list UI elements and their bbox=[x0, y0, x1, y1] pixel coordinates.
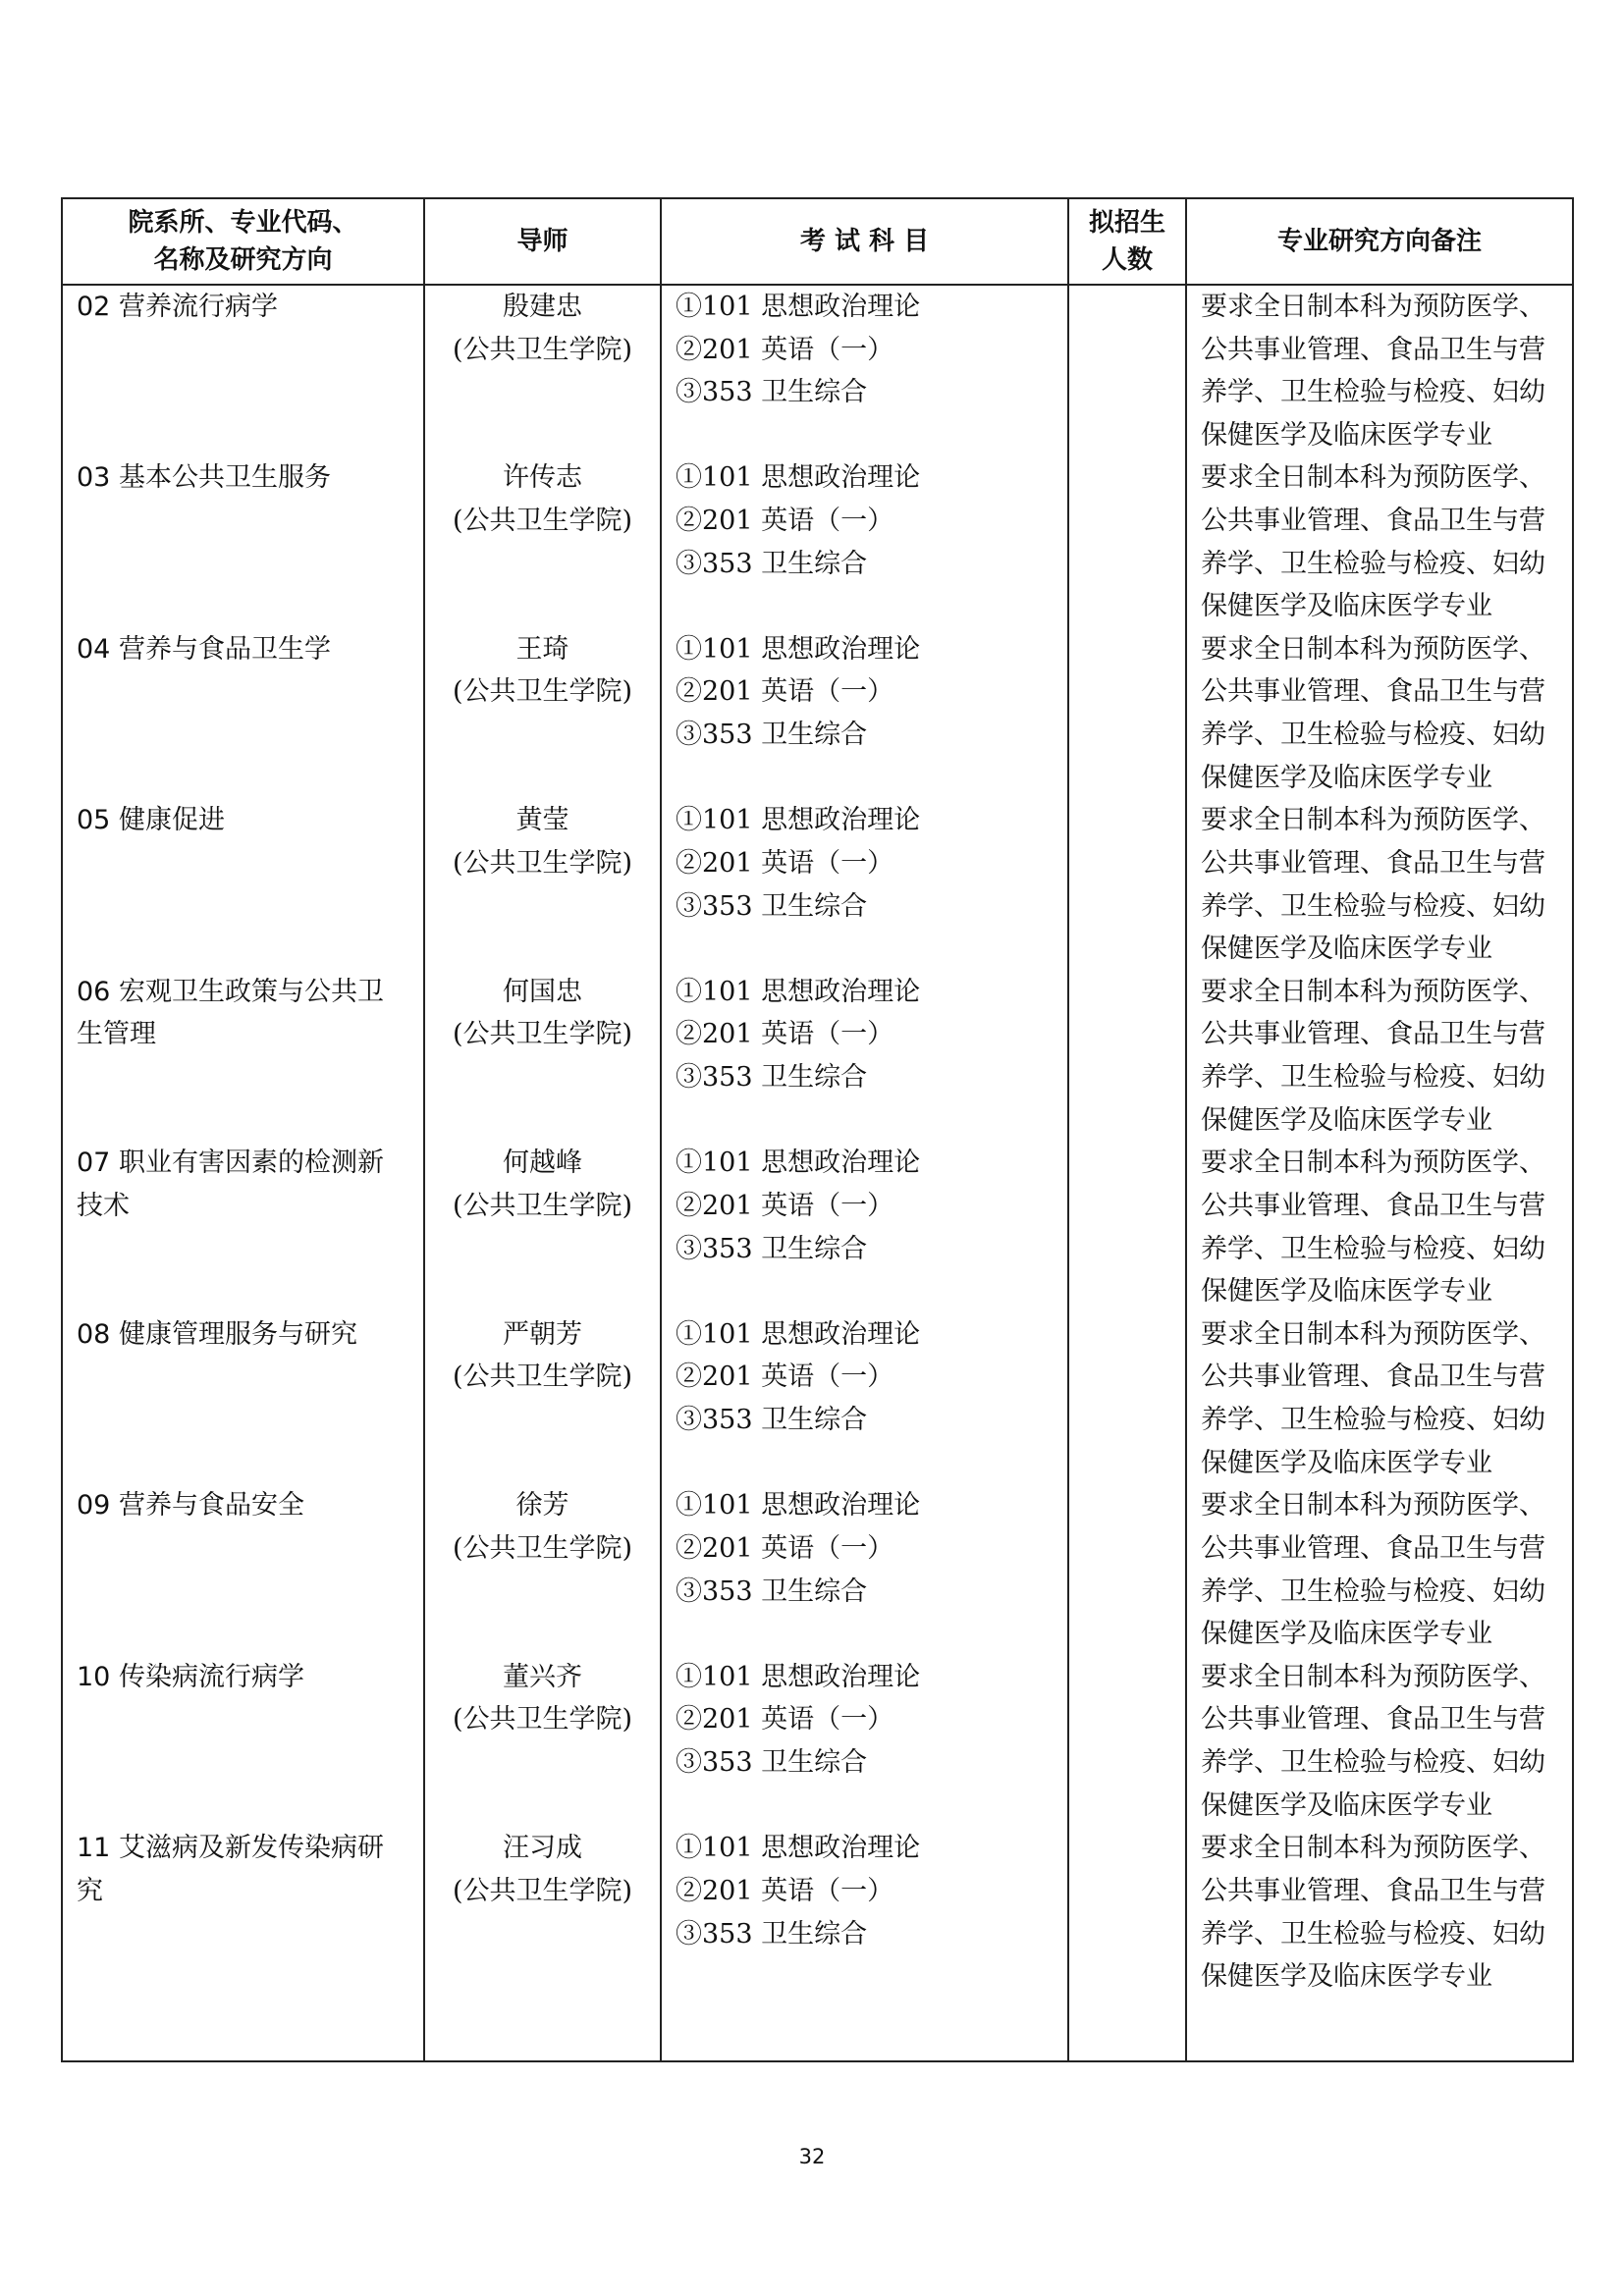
major-name: 艾滋病及新发传染病研 bbox=[118, 1833, 384, 1864]
header-quota bbox=[1068, 198, 1186, 285]
exam-subject: ①101 思想政治理论 bbox=[676, 1833, 921, 1864]
header-exams: 考 试 科 目 bbox=[661, 198, 1068, 285]
major-name: 营养与食品卫生学 bbox=[118, 633, 331, 665]
quota-cell bbox=[1068, 285, 1186, 456]
exam-subject: ③353 卫生综合 bbox=[676, 1575, 868, 1607]
advisor-cell bbox=[424, 456, 661, 628]
advisor-cell bbox=[424, 285, 661, 456]
advisor-cell bbox=[424, 1142, 661, 1313]
note-line: 要求全日制本科为预防医学、 bbox=[1201, 1318, 1545, 1350]
advisor-school: (公共卫生学院) bbox=[452, 1190, 633, 1221]
notes-cell bbox=[1186, 628, 1573, 800]
table-body bbox=[62, 285, 1573, 2061]
note-line: 公共事业管理、食品卫生与营 bbox=[1201, 505, 1545, 536]
advisor-name: 严朝芳 bbox=[503, 1318, 582, 1350]
quota-cell bbox=[1068, 628, 1186, 800]
major-name: 究 bbox=[77, 1875, 103, 1906]
exam-subject: ③353 卫生综合 bbox=[676, 1062, 868, 1094]
table-row bbox=[62, 1656, 1573, 1828]
advisor-cell bbox=[424, 1484, 661, 1656]
advisor-cell bbox=[424, 1656, 661, 1828]
advisor-school: (公共卫生学院) bbox=[452, 505, 633, 536]
major-line bbox=[77, 1656, 413, 1699]
exam-subject: ③353 卫生综合 bbox=[676, 1233, 868, 1264]
major-line bbox=[77, 628, 413, 671]
exams-cell bbox=[661, 971, 1068, 1143]
major-name: 技术 bbox=[77, 1190, 130, 1221]
advisor-cell bbox=[424, 799, 661, 971]
major-code: 08 bbox=[77, 1318, 111, 1350]
exam-subject: ②201 英语（一） bbox=[676, 1532, 894, 1564]
exam-subject: ②201 英语（一） bbox=[676, 676, 894, 708]
note-line: 公共事业管理、食品卫生与营 bbox=[1201, 676, 1545, 708]
note-line: 公共事业管理、食品卫生与营 bbox=[1201, 1704, 1545, 1735]
exam-subject: ①101 思想政治理论 bbox=[676, 1490, 921, 1522]
major-cell bbox=[62, 1313, 424, 1485]
quota-cell bbox=[1068, 1313, 1186, 1485]
exam-subject: ②201 英语（一） bbox=[676, 1190, 894, 1221]
major-lines bbox=[77, 1656, 413, 1699]
major-name: 宏观卫生政策与公共卫 bbox=[118, 976, 384, 1007]
exam-subject: ①101 思想政治理论 bbox=[676, 462, 921, 494]
advisor-cell bbox=[424, 628, 661, 800]
quota-cell bbox=[1068, 1484, 1186, 1656]
major-line bbox=[77, 1827, 413, 1870]
admissions-table bbox=[61, 197, 1574, 2062]
notes-cell bbox=[1186, 1827, 1573, 2061]
exams-cell bbox=[661, 1656, 1068, 1828]
notes-cell bbox=[1186, 285, 1573, 456]
note-line: 保健医学及临床医学专业 bbox=[1201, 1789, 1492, 1821]
table-row bbox=[62, 1484, 1573, 1656]
major-name: 传染病流行病学 bbox=[118, 1661, 304, 1692]
major-name: 健康促进 bbox=[118, 805, 225, 836]
major-line bbox=[77, 456, 413, 500]
note-line: 保健医学及临床医学专业 bbox=[1201, 1619, 1492, 1650]
table-row bbox=[62, 456, 1573, 628]
major-cell bbox=[62, 1484, 424, 1656]
major-cell bbox=[62, 799, 424, 971]
note-line: 要求全日制本科为预防医学、 bbox=[1201, 976, 1545, 1007]
major-name: 健康管理服务与研究 bbox=[118, 1318, 357, 1350]
major-name: 营养与食品安全 bbox=[118, 1490, 304, 1522]
major-lines bbox=[77, 286, 413, 329]
major-line bbox=[77, 1870, 413, 1913]
notes-cell bbox=[1186, 1656, 1573, 1828]
notes-cell bbox=[1186, 1484, 1573, 1656]
note-line: 养学、卫生检验与检疫、妇幼 bbox=[1201, 377, 1545, 408]
notes-cell bbox=[1186, 1142, 1573, 1313]
header-notes: 专业研究方向备注 bbox=[1186, 198, 1573, 285]
exam-subject: ②201 英语（一） bbox=[676, 1704, 894, 1735]
major-line bbox=[77, 1484, 413, 1527]
exam-subject: ③353 卫生综合 bbox=[676, 1747, 868, 1779]
major-lines bbox=[77, 1827, 413, 1912]
advisor-name: 汪习成 bbox=[503, 1833, 582, 1864]
notes-cell bbox=[1186, 971, 1573, 1143]
quota-cell bbox=[1068, 1656, 1186, 1828]
major-code: 03 bbox=[77, 462, 111, 494]
note-line: 要求全日制本科为预防医学、 bbox=[1201, 1490, 1545, 1522]
notes-cell bbox=[1186, 1313, 1573, 1485]
exam-subject: ①101 思想政治理论 bbox=[676, 292, 921, 322]
note-line: 保健医学及临床医学专业 bbox=[1201, 762, 1492, 793]
notes-cell bbox=[1186, 799, 1573, 971]
major-name: 职业有害因素的检测新 bbox=[118, 1148, 384, 1179]
note-line: 养学、卫生检验与检疫、妇幼 bbox=[1201, 1575, 1545, 1607]
exam-subject: ①101 思想政治理论 bbox=[676, 805, 921, 836]
advisor-school: (公共卫生学院) bbox=[452, 1875, 633, 1906]
advisor-name: 何国忠 bbox=[503, 976, 582, 1007]
note-line: 公共事业管理、食品卫生与营 bbox=[1201, 1532, 1545, 1564]
major-cell bbox=[62, 1142, 424, 1313]
major-lines bbox=[77, 1484, 413, 1527]
advisor-school: (公共卫生学院) bbox=[452, 334, 633, 365]
note-line: 保健医学及临床医学专业 bbox=[1201, 591, 1492, 622]
advisor-school: (公共卫生学院) bbox=[452, 676, 633, 708]
major-lines bbox=[77, 1142, 413, 1227]
note-line: 要求全日制本科为预防医学、 bbox=[1201, 633, 1545, 665]
major-lines bbox=[77, 971, 413, 1056]
advisor-name: 何越峰 bbox=[503, 1148, 582, 1179]
major-line bbox=[77, 1013, 413, 1056]
note-line: 公共事业管理、食品卫生与营 bbox=[1201, 1875, 1545, 1906]
note-line: 要求全日制本科为预防医学、 bbox=[1201, 292, 1545, 322]
major-lines bbox=[77, 1313, 413, 1357]
advisor-school: (公共卫生学院) bbox=[452, 847, 633, 879]
advisor-cell bbox=[424, 1313, 661, 1485]
notes-cell bbox=[1186, 456, 1573, 628]
note-line: 养学、卫生检验与检疫、妇幼 bbox=[1201, 1747, 1545, 1779]
table-row bbox=[62, 1142, 1573, 1313]
major-name: 基本公共卫生服务 bbox=[118, 462, 331, 494]
exam-subject: ③353 卫生综合 bbox=[676, 720, 868, 751]
advisor-name: 董兴齐 bbox=[503, 1661, 582, 1692]
major-code: 07 bbox=[77, 1148, 111, 1179]
major-code: 10 bbox=[77, 1661, 111, 1692]
exam-subject: ①101 思想政治理论 bbox=[676, 633, 921, 665]
major-line bbox=[77, 1185, 413, 1228]
major-name: 营养流行病学 bbox=[118, 292, 278, 322]
major-line bbox=[77, 286, 413, 329]
note-line: 保健医学及临床医学专业 bbox=[1201, 1447, 1492, 1478]
note-line: 养学、卫生检验与检疫、妇幼 bbox=[1201, 890, 1545, 922]
exam-subject: ③353 卫生综合 bbox=[676, 548, 868, 579]
exam-subject: ③353 卫生综合 bbox=[676, 1918, 868, 1949]
advisor-cell bbox=[424, 1827, 661, 2061]
header-row bbox=[62, 198, 1573, 285]
major-lines bbox=[77, 456, 413, 500]
exams-cell bbox=[661, 1142, 1068, 1313]
exam-subject: ②201 英语（一） bbox=[676, 1875, 894, 1906]
table-row bbox=[62, 628, 1573, 800]
exam-subject: ③353 卫生综合 bbox=[676, 377, 868, 408]
exam-subject: ②201 英语（一） bbox=[676, 334, 894, 365]
advisor-name: 许传志 bbox=[503, 462, 582, 494]
note-line: 要求全日制本科为预防医学、 bbox=[1201, 805, 1545, 836]
advisor-school: (公共卫生学院) bbox=[452, 1704, 633, 1735]
major-code: 02 bbox=[77, 292, 111, 322]
major-cell bbox=[62, 1827, 424, 2061]
major-lines bbox=[77, 628, 413, 671]
advisor-cell bbox=[424, 971, 661, 1143]
advisor-name: 徐芳 bbox=[515, 1490, 569, 1522]
note-line: 要求全日制本科为预防医学、 bbox=[1201, 462, 1545, 494]
header-major-line: 院系所、专业代码、 bbox=[128, 208, 358, 238]
note-line: 养学、卫生检验与检疫、妇幼 bbox=[1201, 1918, 1545, 1949]
table-row bbox=[62, 1827, 1573, 2061]
note-line: 要求全日制本科为预防医学、 bbox=[1201, 1833, 1545, 1864]
major-cell bbox=[62, 1656, 424, 1828]
major-cell bbox=[62, 971, 424, 1143]
note-line: 保健医学及临床医学专业 bbox=[1201, 1104, 1492, 1136]
header-major-line: 名称及研究方向 bbox=[153, 245, 333, 275]
advisor-name: 殷建忠 bbox=[503, 292, 582, 322]
exam-subject: ②201 英语（一） bbox=[676, 1362, 894, 1393]
table-row bbox=[62, 799, 1573, 971]
advisor-name: 黄莹 bbox=[515, 805, 569, 836]
table-row bbox=[62, 1313, 1573, 1485]
exam-subject: ②201 英语（一） bbox=[676, 505, 894, 536]
advisor-name: 王琦 bbox=[515, 633, 569, 665]
exams-cell bbox=[661, 285, 1068, 456]
note-line: 养学、卫生检验与检疫、妇幼 bbox=[1201, 1233, 1545, 1264]
exam-subject: ①101 思想政治理论 bbox=[676, 1661, 921, 1692]
note-line: 养学、卫生检验与检疫、妇幼 bbox=[1201, 1062, 1545, 1094]
note-line: 养学、卫生检验与检疫、妇幼 bbox=[1201, 720, 1545, 751]
exams-cell bbox=[661, 1484, 1068, 1656]
header-advisor: 导师 bbox=[424, 198, 661, 285]
note-line: 公共事业管理、食品卫生与营 bbox=[1201, 847, 1545, 879]
note-line: 养学、卫生检验与检疫、妇幼 bbox=[1201, 1405, 1545, 1436]
quota-cell bbox=[1068, 799, 1186, 971]
note-line: 公共事业管理、食品卫生与营 bbox=[1201, 1362, 1545, 1393]
major-name: 生管理 bbox=[77, 1019, 156, 1050]
advisor-school: (公共卫生学院) bbox=[452, 1362, 633, 1393]
note-line: 公共事业管理、食品卫生与营 bbox=[1201, 1190, 1545, 1221]
advisor-school: (公共卫生学院) bbox=[452, 1532, 633, 1564]
note-line: 养学、卫生检验与检疫、妇幼 bbox=[1201, 548, 1545, 579]
major-line bbox=[77, 971, 413, 1014]
major-cell bbox=[62, 456, 424, 628]
table-row bbox=[62, 285, 1573, 456]
note-line: 公共事业管理、食品卫生与营 bbox=[1201, 1019, 1545, 1050]
quota-cell bbox=[1068, 1827, 1186, 2061]
exams-cell bbox=[661, 799, 1068, 971]
note-line: 要求全日制本科为预防医学、 bbox=[1201, 1148, 1545, 1179]
header-major bbox=[62, 198, 424, 285]
major-line bbox=[77, 1142, 413, 1185]
major-code: 11 bbox=[77, 1833, 111, 1864]
exam-subject: ①101 思想政治理论 bbox=[676, 1318, 921, 1350]
exams-cell bbox=[661, 1827, 1068, 2061]
quota-cell bbox=[1068, 1142, 1186, 1313]
header-quota-line: 人数 bbox=[1101, 245, 1153, 275]
exams-cell bbox=[661, 628, 1068, 800]
major-code: 06 bbox=[77, 976, 111, 1007]
exam-subject: ③353 卫生综合 bbox=[676, 890, 868, 922]
exam-subject: ③353 卫生综合 bbox=[676, 1405, 868, 1436]
exam-subject: ①101 思想政治理论 bbox=[676, 1148, 921, 1179]
major-cell bbox=[62, 628, 424, 800]
major-code: 04 bbox=[77, 633, 111, 665]
page-number: 32 bbox=[798, 2145, 826, 2168]
note-line: 保健医学及临床医学专业 bbox=[1201, 419, 1492, 451]
table-row bbox=[62, 971, 1573, 1143]
note-line: 要求全日制本科为预防医学、 bbox=[1201, 1661, 1545, 1692]
quota-cell bbox=[1068, 456, 1186, 628]
exam-subject: ②201 英语（一） bbox=[676, 847, 894, 879]
major-line bbox=[77, 1313, 413, 1357]
note-line: 保健医学及临床医学专业 bbox=[1201, 934, 1492, 965]
note-line: 保健医学及临床医学专业 bbox=[1201, 1276, 1492, 1308]
exam-subject: ①101 思想政治理论 bbox=[676, 976, 921, 1007]
advisor-school: (公共卫生学院) bbox=[452, 1019, 633, 1050]
major-line bbox=[77, 799, 413, 842]
note-line: 公共事业管理、食品卫生与营 bbox=[1201, 334, 1545, 365]
major-code: 05 bbox=[77, 805, 111, 836]
quota-cell bbox=[1068, 971, 1186, 1143]
exams-cell bbox=[661, 1313, 1068, 1485]
major-code: 09 bbox=[77, 1490, 111, 1522]
exam-subject: ②201 英语（一） bbox=[676, 1019, 894, 1050]
header-quota-line: 拟招生 bbox=[1088, 208, 1165, 238]
major-cell bbox=[62, 285, 424, 456]
note-line: 保健医学及临床医学专业 bbox=[1201, 1961, 1492, 1993]
exams-cell bbox=[661, 456, 1068, 628]
major-lines bbox=[77, 799, 413, 842]
